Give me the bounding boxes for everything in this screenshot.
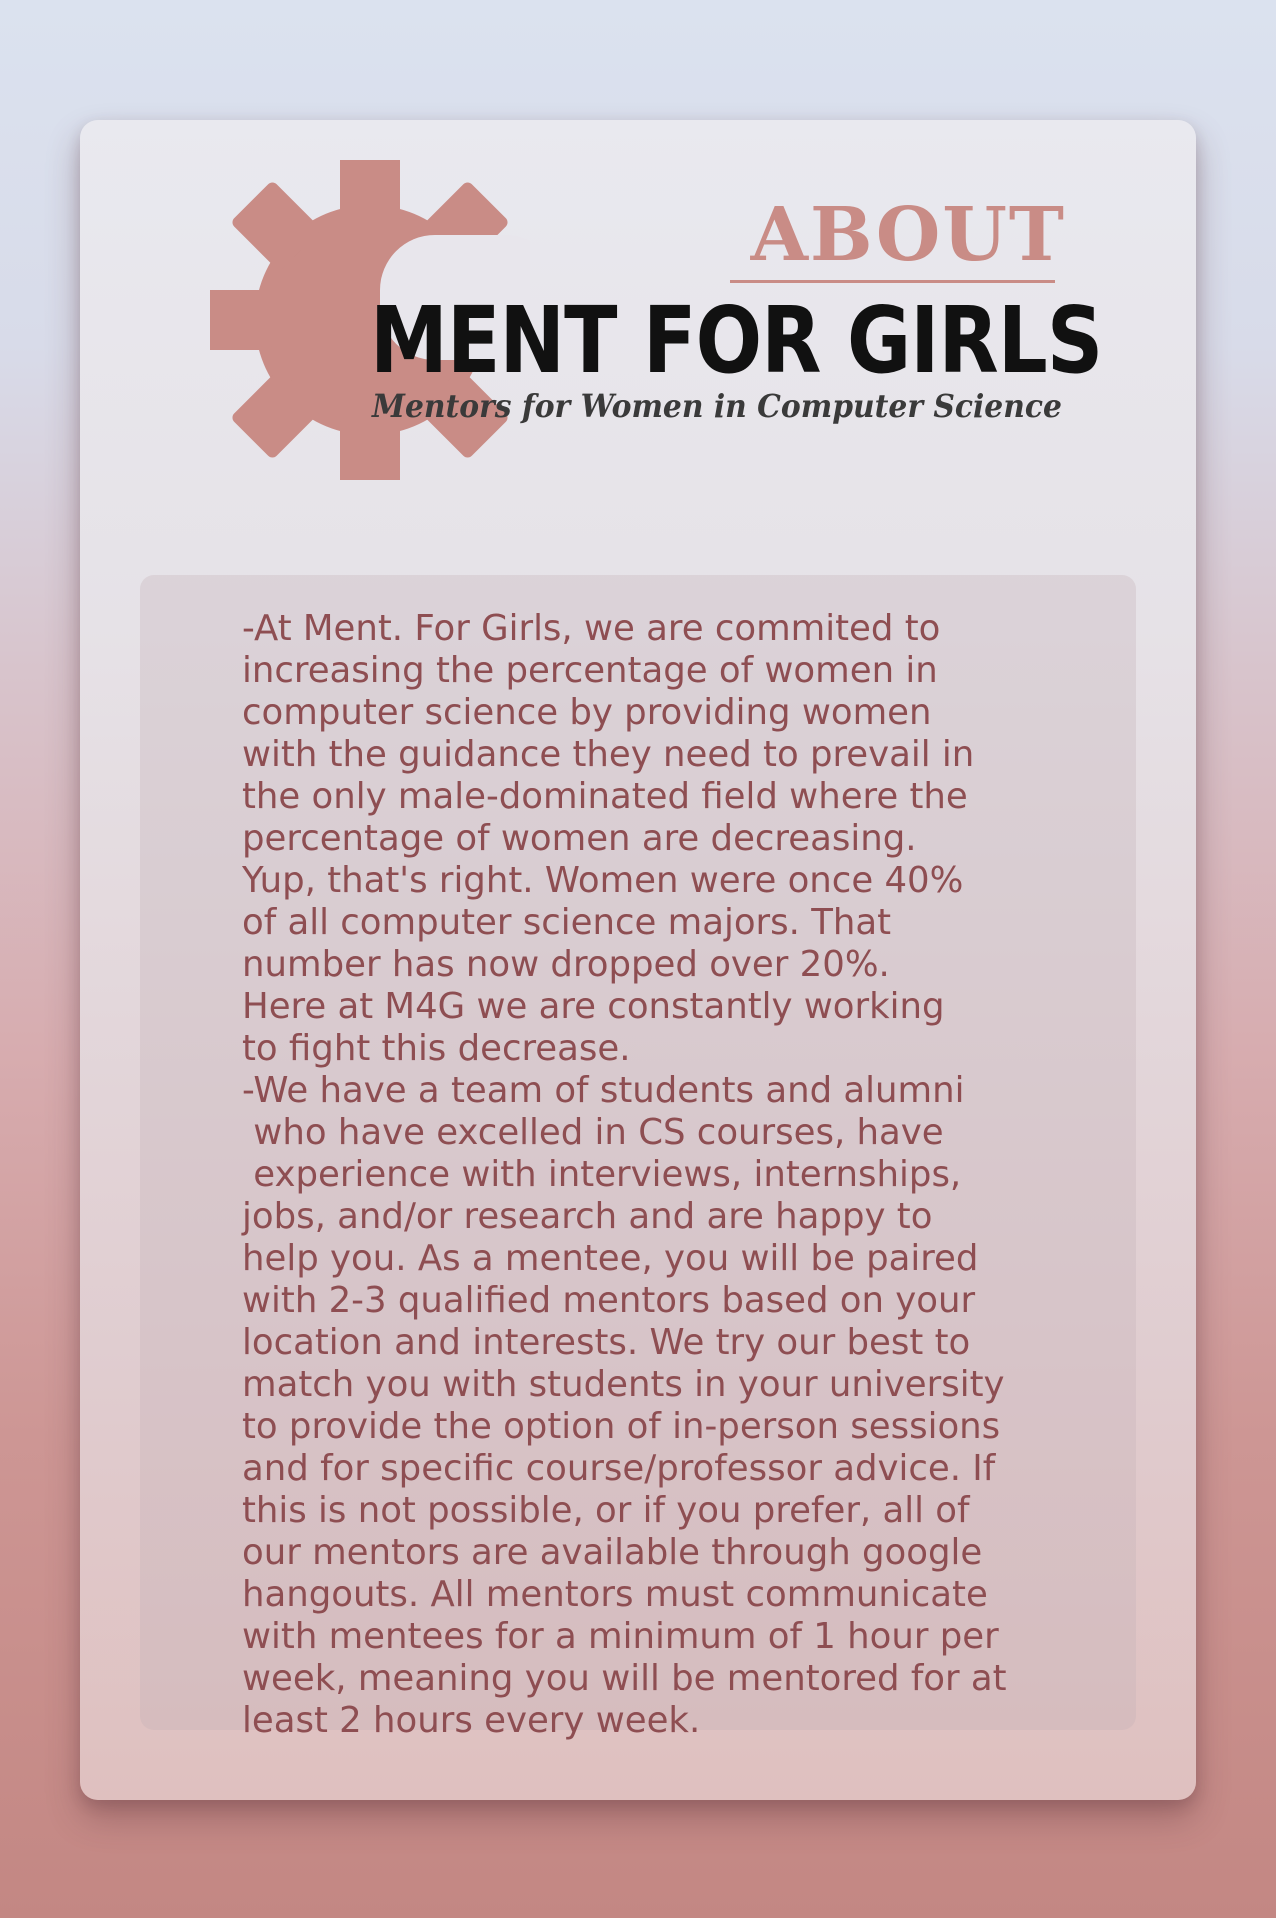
brand-name: MENT FOR GIRLS [370, 287, 1103, 394]
about-description: -At Ment. For Girls, we are commited to increasing the percentage of women in computer science by providing women with the guidance they need to prevail in the only male-dominated field where the percentage of women are decreasing. Yup, that's right. Women were once 40% of all computer science majors. That number has now dropped over 20%. Here at M4G we are constantly working to fight this decrease. -We have a team of students and alumni who have excelled in CS courses, have experience with interviews, internships, jobs, and/or research and are happy to help you. As a mentee, you will be paired with 2-3 qualified mentors based on your location and interests. We try our best to match you with students in your university to provide the option of in-person sessions and for specific course/professor advice. If this is not possible, or if you prefer, all of our mentors are available through google hangouts. All mentors must communicate with mentees for a minimum of 1 hour per week, meaning you will be mentored for at least 2 hours every week. [242, 608, 1007, 1741]
brand-logo [80, 120, 1196, 540]
title-underline [730, 280, 1055, 283]
section-title: ABOUT [750, 192, 1066, 278]
brand-tagline: Mentors for Women in Computer Science [372, 387, 1062, 425]
about-card [80, 120, 1196, 1800]
